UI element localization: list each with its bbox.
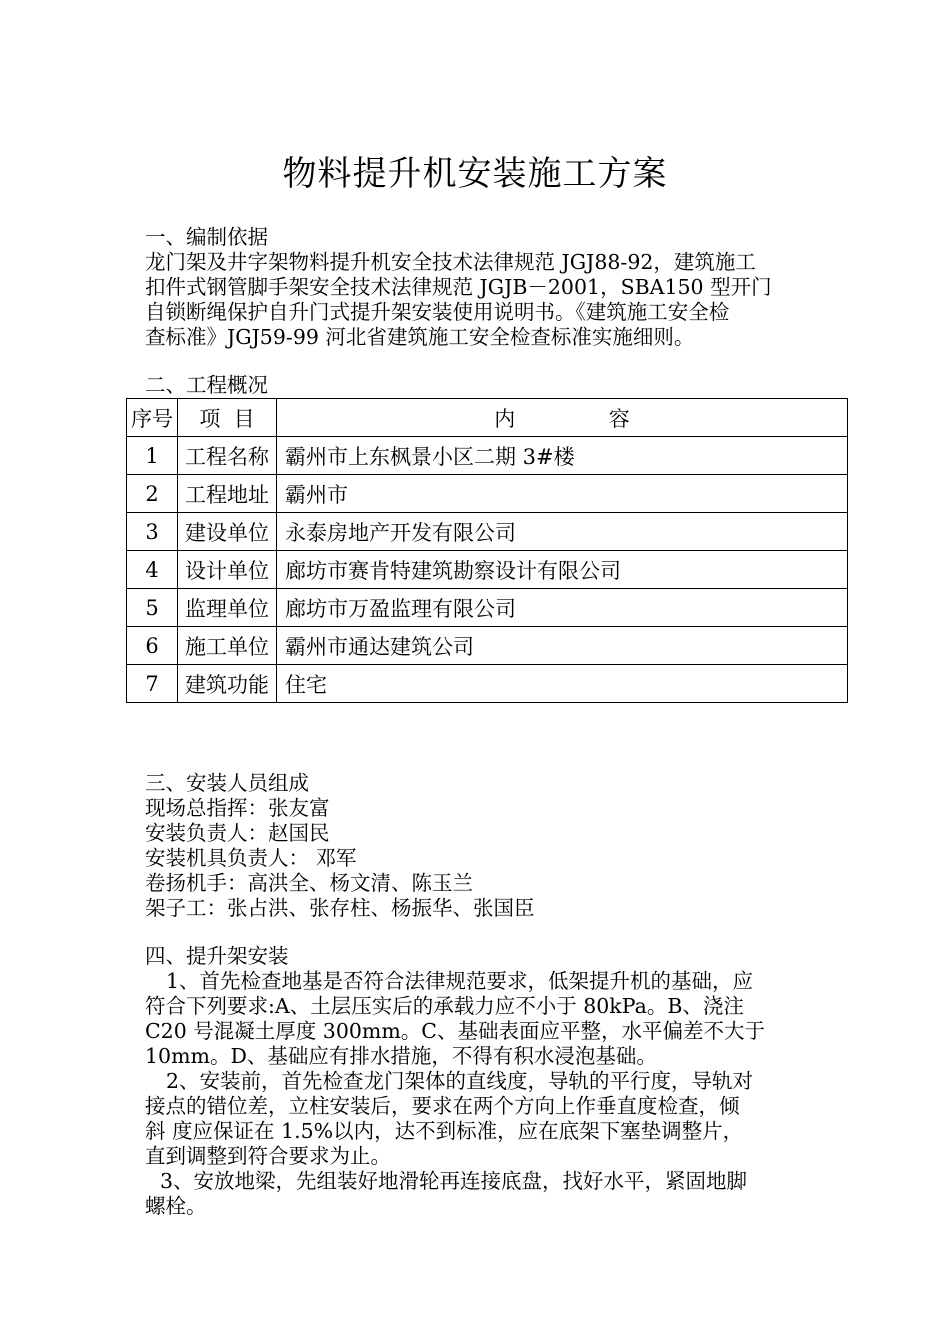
basis-line: 自锁断绳保护自升门式提升架安装使用说明书。《建筑施工安全检 [145, 300, 730, 324]
row-content: 永泰房地产开发有限公司 [277, 513, 848, 551]
installation-line: 1、首先检查地基是否符合法律规范要求，低架提升机的基础，应 [166, 969, 754, 993]
table-header-row [127, 399, 848, 437]
installation-line: 接点的错位差，立柱安装后，要求在两个方向上作垂直度检查，倾 [145, 1094, 740, 1118]
row-item: 工程地址 [178, 475, 277, 513]
installation-line: 符合下列要求:A、土层压实后的承载力应不小于 80kPa。B、浇注 [145, 994, 744, 1018]
section-overview-heading: 二、工程概况 [145, 373, 268, 397]
row-no: 7 [127, 665, 178, 703]
section-overview [145, 373, 810, 398]
row-item: 监理单位 [178, 589, 277, 627]
personnel-line: 卷扬机手：高洪全、杨文清、陈玉兰 [145, 871, 473, 895]
installation-line: 2、安装前，首先检查龙门架体的直线度，导轨的平行度，导轨对 [166, 1069, 754, 1093]
project-overview-table [126, 398, 848, 703]
row-no: 5 [127, 589, 178, 627]
row-item: 建筑功能 [178, 665, 277, 703]
table-row [127, 551, 848, 589]
table-row [127, 475, 848, 513]
installation-line: 直到调整到符合要求为止。 [145, 1144, 391, 1168]
basis-line: 查标准》JGJ59-99 河北省建筑施工安全检查标准实施细则。 [145, 325, 695, 349]
table-row [127, 513, 848, 551]
table-row [127, 627, 848, 665]
section-installation [145, 944, 810, 1219]
section-basis [145, 225, 810, 350]
installation-line: 3、安放地梁，先组装好地滑轮再连接底盘，找好水平，紧固地脚 [160, 1169, 748, 1193]
row-no: 3 [127, 513, 178, 551]
row-no: 2 [127, 475, 178, 513]
row-no: 4 [127, 551, 178, 589]
section-personnel-heading: 三、安装人员组成 [145, 771, 309, 795]
row-item: 施工单位 [178, 627, 277, 665]
section-installation-heading: 四、提升架安装 [145, 944, 289, 968]
row-item: 设计单位 [178, 551, 277, 589]
row-item: 建设单位 [178, 513, 277, 551]
personnel-line: 安装负责人：赵国民 [145, 821, 330, 845]
row-content: 霸州市通达建筑公司 [277, 627, 848, 665]
section-basis-heading: 一、编制依据 [145, 225, 268, 249]
header-no: 序号 [127, 399, 178, 437]
table-row [127, 589, 848, 627]
row-content: 住宅 [277, 665, 848, 703]
installation-line: C20 号混凝土厚度 300mm。C、基础表面应平整，水平偏差不大于 [145, 1019, 765, 1043]
row-item: 工程名称 [178, 437, 277, 475]
basis-line: 扣件式钢管脚手架安全技术法律规范 JGJB－2001，SBA150 型开门 [145, 275, 772, 299]
header-content: 内 容 [277, 399, 848, 437]
section-personnel [145, 771, 810, 921]
document-title: 物料提升机安装施工方案 [282, 154, 668, 194]
personnel-line: 架子工：张占洪、张存柱、杨振华、张国臣 [145, 896, 535, 920]
row-content: 廊坊市万盈监理有限公司 [277, 589, 848, 627]
row-content: 霸州市 [277, 475, 848, 513]
basis-line: 龙门架及井字架物料提升机安全技术法律规范 JGJ88-92，建筑施工 [145, 250, 756, 274]
row-no: 1 [127, 437, 178, 475]
table-row [127, 437, 848, 475]
row-no: 6 [127, 627, 178, 665]
personnel-line: 现场总指挥：张友富 [145, 796, 330, 820]
installation-line: 10mm。D、基础应有排水措施，不得有积水浸泡基础。 [145, 1044, 657, 1068]
header-item: 项 目 [178, 399, 277, 437]
table-row [127, 665, 848, 703]
row-content: 廊坊市赛肯特建筑勘察设计有限公司 [277, 551, 848, 589]
personnel-line: 安装机具负责人： 邓军 [145, 846, 357, 870]
installation-line: 螺栓。 [145, 1194, 207, 1218]
row-content: 霸州市上东枫景小区二期 3#楼 [277, 437, 848, 475]
installation-line: 斜 度应保证在 1.5%以内，达不到标准，应在底架下塞垫调整片， [145, 1119, 744, 1143]
